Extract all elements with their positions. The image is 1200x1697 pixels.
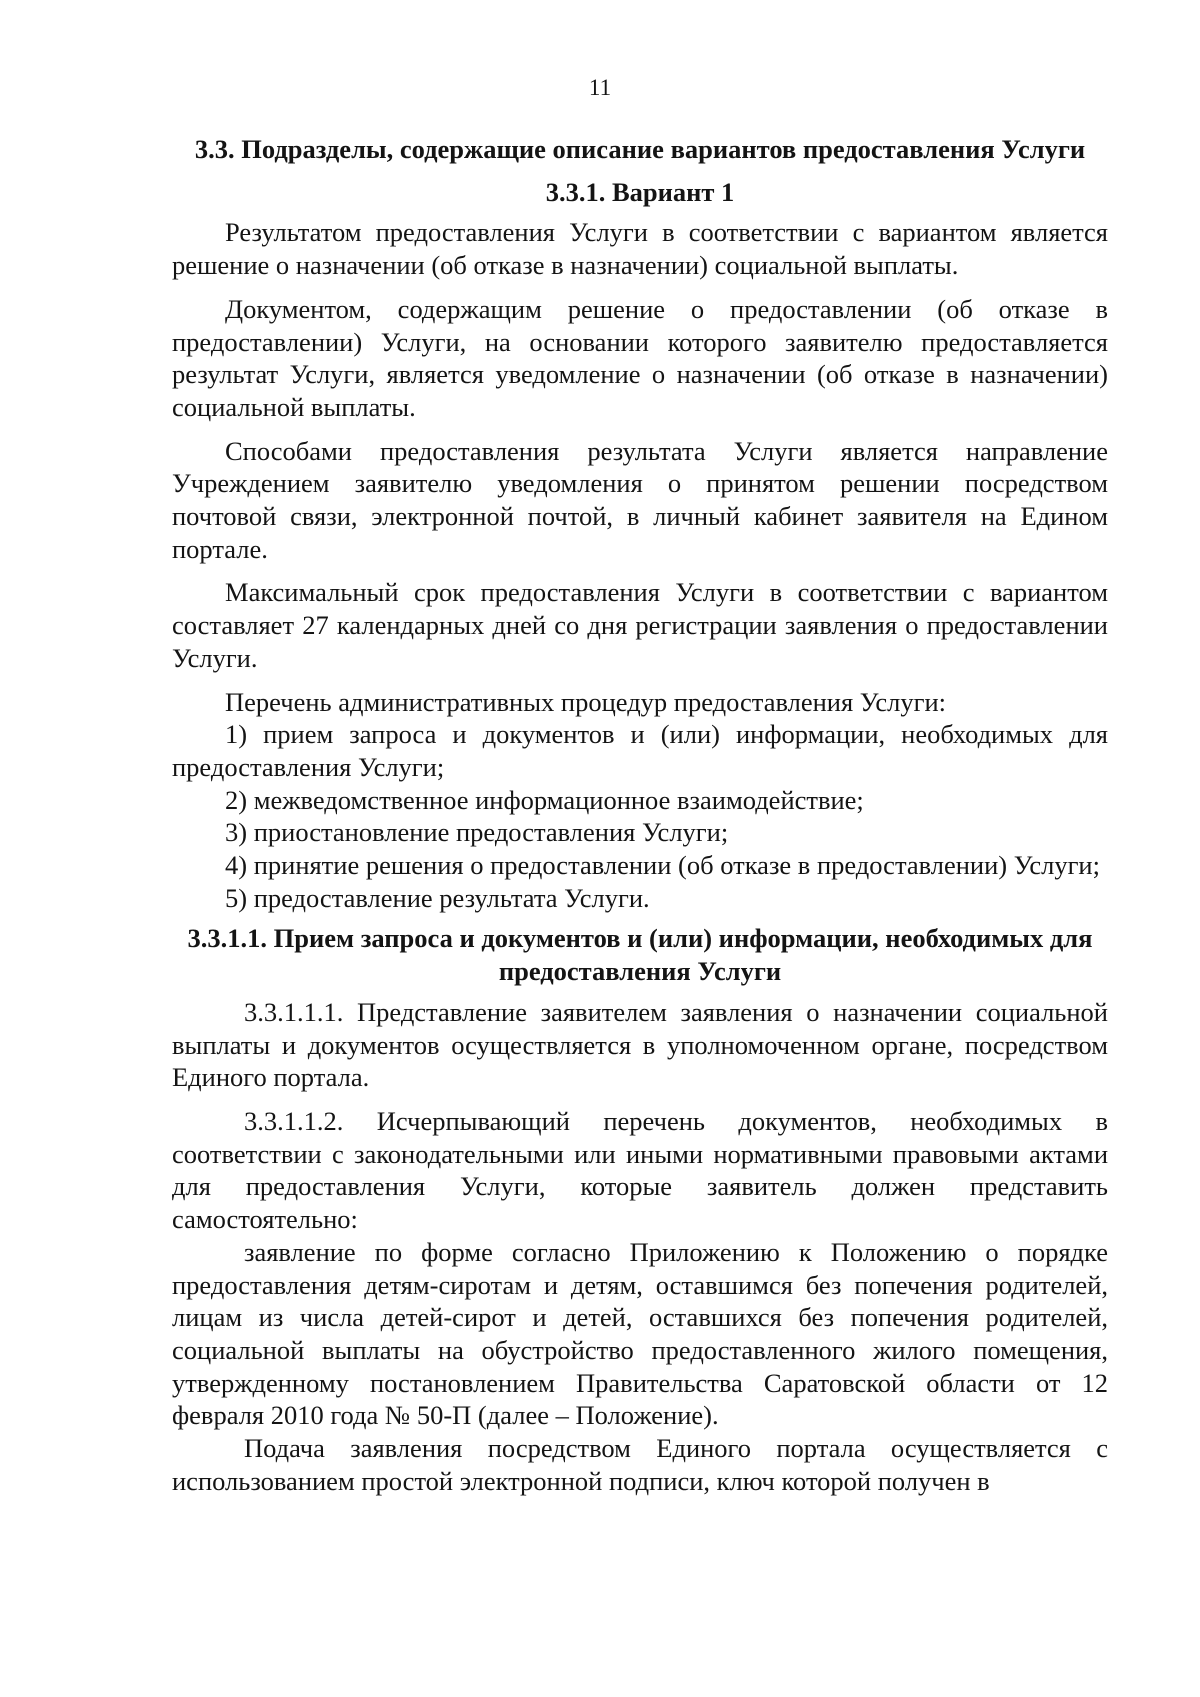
paragraph-deadline: Максимальный срок предоставления Услуги в соответствии с вариантом составляет 27 календарных дней со дня регистрации заявления о предоставлении Услуги. [172,577,1108,673]
paragraph-document: Документом, содержащим решение о предоставлении (об отказе в предоставлении) Услуги, на основании которого заявителю предоставляется результат Услуги, является уведомление о назначении (об отказе в назначении) социальной выплаты. [172,293,1108,422]
paragraph-submission: 3.3.1.1.1. Представление заявителем заявления о назначении социальной выплаты и документов осуществляется в уполномоченном органе, посредством Единого портала. [172,996,1108,1093]
document-body [172,133,1108,1508]
paragraph-application-form: заявление по форме согласно Приложению к Положению о порядке предоставления детям-сиротам и детям, оставшимся без попечения родителей, лицам из числа детей-сирот и детей, оставшихся без попечения родителей, социальной выплаты на обустройство предоставленного жилого помещения, утвержденному постановлением Правительства Саратовской области от 12 февраля 2010 года № 50-П (далее – Положение). [172,1236,1108,1431]
section-heading: 3.3. Подразделы, содержащие описание вариантов предоставления Услуги [194,134,1086,164]
procedure-item: 2) межведомственное информационное взаимодействие; [225,784,864,815]
paragraph-portal-submission: Подача заявления посредством Единого портала осуществляется с использованием простой электронной подписи, ключ которой получен в [172,1433,1108,1496]
procedure-item: 3) приостановление предоставления Услуги; [225,817,729,848]
subsection-heading: 3.3.1.1. Прием запроса и документов и (или) информации, необходимых для предоставления Услуги [187,923,1093,987]
procedures-intro: Перечень административных процедур предоставления Услуги: [225,686,947,717]
paragraph-result: Результатом предоставления Услуги в соответствии с вариантом является решение о назначении (об отказе в назначении) социальной выплаты. [172,217,1108,281]
procedure-item: 5) предоставление результата Услуги. [225,882,650,913]
procedure-item: 1) прием запроса и документов и (или) информации, необходимых для предоставления Услуги; [172,719,1108,782]
page-number: 11 [588,75,612,100]
paragraph-methods: Способами предоставления результата Услуги является направление Учреждением заявителю уведомления о принятом решении посредством почтовой связи, электронной почтой, в личный кабинет заявителя на Едином портале. [172,435,1108,564]
variant-heading: 3.3.1. Вариант 1 [545,176,735,207]
procedure-item: 4) принятие решения о предоставлении (об отказе в предоставлении) Услуги; [225,850,1100,881]
paragraph-document-list: 3.3.1.1.2. Исчерпывающий перечень документов, необходимых в соответствии с законодательными или иными нормативными правовыми актами для предоставления Услуги, которые заявитель должен представить самостоятельно: [172,1105,1108,1235]
